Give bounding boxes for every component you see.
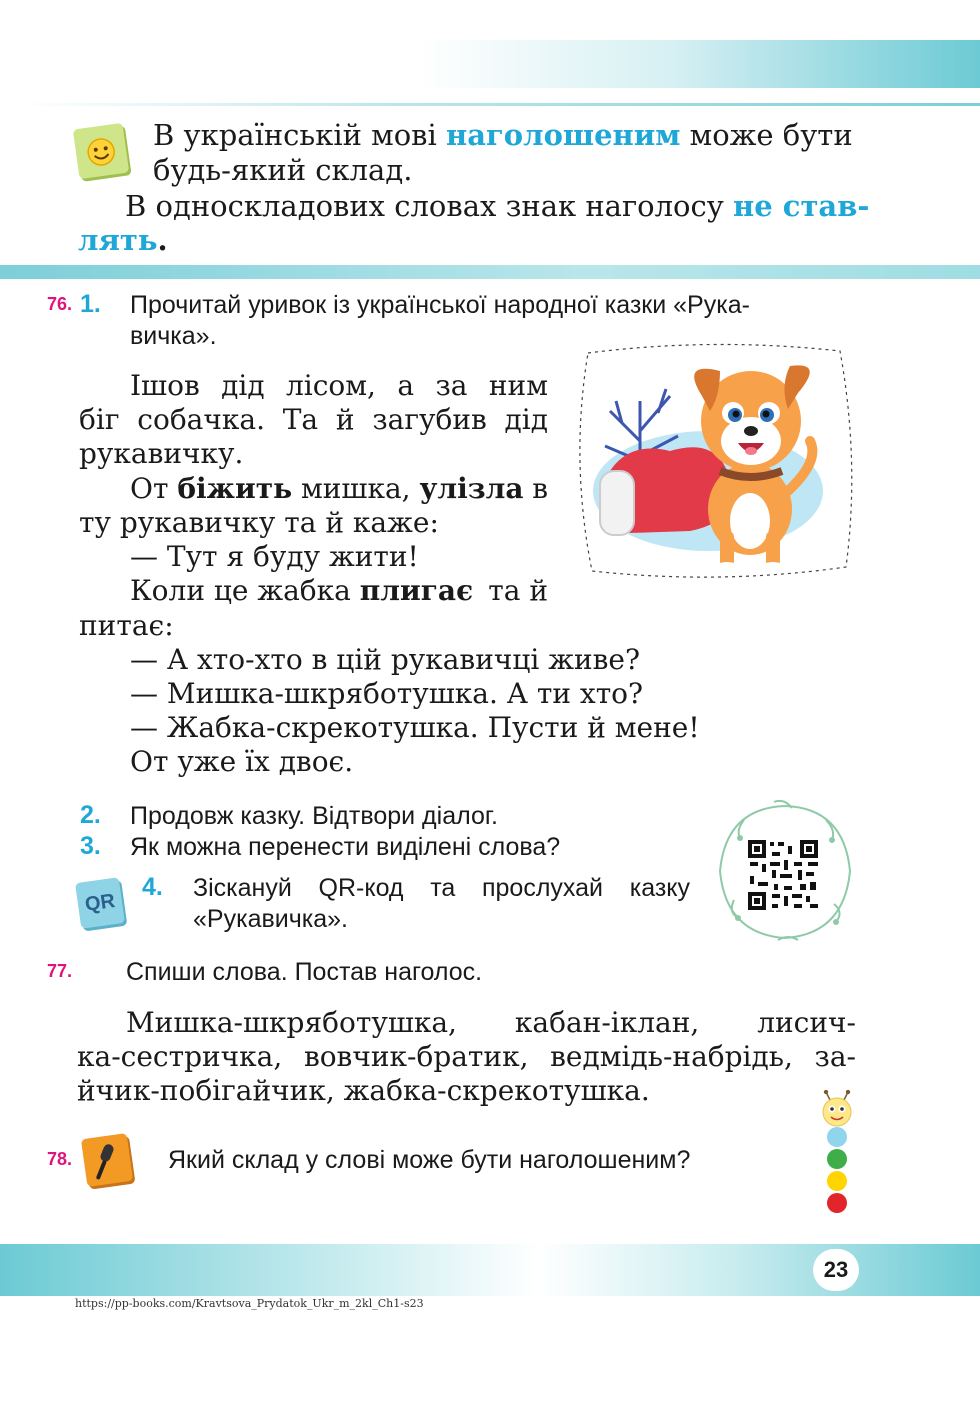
task-77-instruction: Спиши слова. Постав наголос.: [126, 958, 483, 986]
task-76-sub-2-number: 2.: [80, 801, 101, 829]
highlighted-word-crawled-in: улізла: [419, 472, 524, 505]
source-url[interactable]: https://pp-books.com/Kravtsova_Prydatok_Ukr_m_2kl_Ch1-s23: [75, 1297, 424, 1310]
story-line-4: От біжить мишка, улізла в: [130, 472, 548, 505]
task-76-sub-3-number: 3.: [80, 832, 101, 860]
story-line-12: От уже їх двоє.: [130, 745, 354, 778]
task-76-sub-4-text: Зіскануй QR-код та прослухай казку: [193, 874, 690, 902]
smiley-sticky-note-icon: [73, 123, 129, 179]
task-77-number: 77.: [47, 961, 73, 981]
rule-line-2: будь-який склад.: [153, 153, 413, 187]
story-line-10: — Мишка-шкряботушка. А ти хто?: [130, 677, 644, 710]
story-line-7: Коли це жабка плигає та й: [130, 574, 548, 607]
task-76-sub-1-text-cont: вичка».: [130, 322, 217, 350]
rule-keyword-not-placed: не став-: [733, 189, 870, 223]
rule-line-1: В українській мові наголошеним може бути: [153, 118, 853, 152]
story-line-6: — Тут я буду жити!: [130, 540, 419, 573]
task-77-words-line-1: Мишка-шкряботушка, кабан-іклан, лисич-: [126, 1006, 856, 1039]
task-76-number: 76.: [47, 294, 73, 314]
page-number-badge: [813, 1249, 859, 1291]
story-line-5: ту рукавичку та й каже:: [79, 506, 439, 539]
highlighted-word-runs: біжить: [177, 472, 293, 505]
dog-and-mitten-illustration: [570, 341, 856, 579]
task-77-words-line-2: ка-сестричка, вовчик-братик, ведмідь-набрідь, за-: [77, 1040, 856, 1073]
rule-line-4: лять.: [78, 223, 168, 257]
task-76-sub-1-text: Прочитай уривок із української народної казки «Рука-: [130, 291, 750, 319]
rule-bottom-divider: [0, 265, 980, 279]
task-78-number: 78.: [47, 1149, 73, 1169]
task-77-words-line-3: йчик-побігайчик, жабка-скрекотушка.: [77, 1074, 650, 1107]
task-76-sub-4-number: 4.: [142, 873, 163, 901]
rule-top-divider: [20, 103, 980, 106]
rule-line-3: В односкладових словах знак наголосу не став-: [125, 189, 870, 223]
qr-sticky-note-icon: QR: [75, 877, 125, 929]
page-number: 23: [823, 1257, 849, 1282]
story-line-3: рукавичку.: [79, 437, 244, 470]
qr-code-icon[interactable]: [714, 800, 856, 942]
story-line-9: — А хто-хто в цій рукавичці живе?: [130, 643, 640, 676]
caterpillar-difficulty-icon: [812, 1090, 862, 1218]
task-78-question: Який склад у слові може бути наголошеним?: [168, 1146, 691, 1174]
task-76-sub-3-text: Як можна перенести виділені слова?: [130, 833, 561, 861]
task-76-sub-4-text-cont: «Рукавичка».: [193, 905, 348, 933]
task-76-sub-2-text: Продовж казку. Відтвори діалог.: [130, 802, 498, 830]
story-line-1: Ішов дід лісом, а за ним: [130, 369, 548, 402]
story-line-8: питає:: [79, 609, 174, 642]
highlighted-word-jumps: плигає: [359, 574, 474, 607]
microphone-sticky-note-icon: [81, 1133, 133, 1187]
story-line-11: — Жабка-скрекотушка. Пусти й мене!: [130, 711, 700, 744]
top-decorative-band: [420, 40, 980, 88]
story-line-2: біг собачка. Та й загубив дід: [79, 403, 548, 436]
task-76-sub-1-number: 1.: [80, 290, 101, 318]
rule-keyword-stressed: наголошеним: [446, 118, 681, 152]
